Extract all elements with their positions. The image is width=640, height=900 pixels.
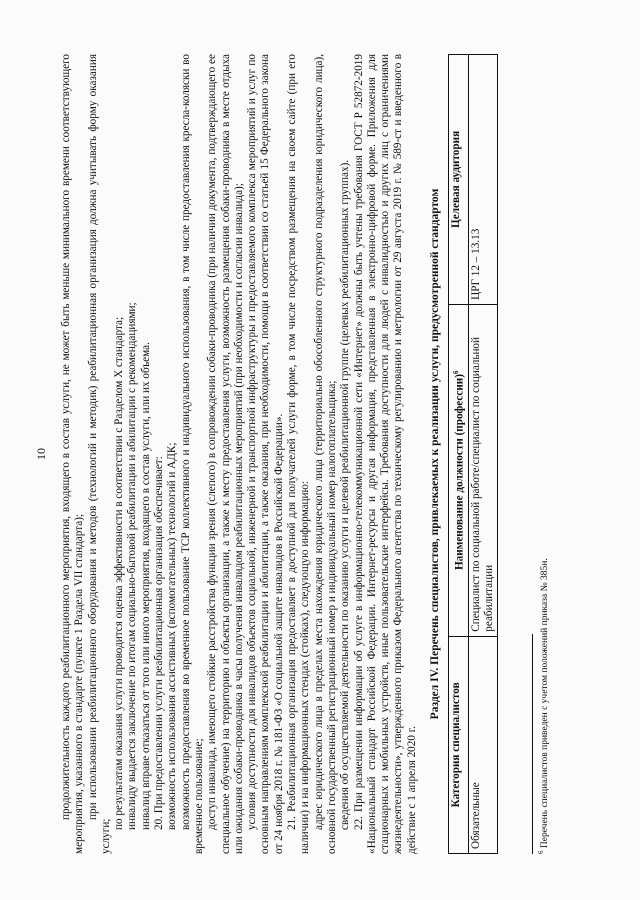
cell-audience: ЦРГ 12 – 13.13 — [469, 55, 498, 305]
paragraph: инвалиду выдается заключение по итогам социально-бытовой реабилитации и абилитации с рекомендациями; — [126, 302, 139, 830]
footnote-ref: 6 — [452, 370, 461, 375]
paragraph: возможность использования ассистивных (вспомогательных) технологий и АДК; — [166, 442, 179, 830]
column-header: Категория специалистов — [449, 636, 469, 853]
paragraph: инвалид вправе отказаться от того или иного мероприятия, входящего в состав услуги, или их объема. — [139, 342, 152, 830]
cell-position: Специалист по социальной работе/специалист по социальной реабилитации — [469, 304, 498, 636]
footnote-text: Перечень специалистов приведен с учетом положений приказа № 385н. — [540, 558, 551, 849]
paragraph: 21. Реабилитационная организация предоставляет в доступной для получателей услуги форме, в том числе посредством размещения на своем сайте (при его наличии) и на информационных стендах (стойках), следующую информацию: — [286, 54, 312, 854]
footnote-mark: 6 — [537, 850, 546, 854]
page-number: 10 — [34, 448, 48, 460]
paragraph: сведения об осуществляемой деятельности по оказанию услуги и целевой реабилитационной группе (целевых реабилитационных группах). — [339, 159, 352, 830]
table-row — [469, 55, 498, 854]
paragraph: адрес юридического лица в пределах места нахождения юридического лица (территориально обособленного структурного подразделения юридического лица), основной государственный регистрационный номер и индивидуальный номер налогоплательщика; — [312, 54, 338, 854]
column-header-label: Наименование должности (профессии) — [454, 374, 467, 571]
paragraph: продолжительность каждого реабилитационного мероприятия, входящего в состав услуги, не может быть меньше минимального времени соответствующего мероприятия, указанного в стандарте (пункте 1 Раздела VII стандарта); — [60, 54, 86, 854]
specialists-table — [448, 54, 498, 854]
paragraph: 20. При предоставлении услуги реабилитационная организация обеспечивает: — [153, 456, 166, 830]
paragraph: доступ инвалида, имеющего стойкие расстройства функции зрения (слепого) в сопровождении собаки-проводника (при наличии документа, подтверждающего ее специальное обучение) на территорию и объекты организации, а также к месту предоставления услуги, возможность размещения собаки-проводника в месте отдыха или ожидания собаки-проводника в часы получения инвалидом реабилитационных мероприятий (при необходимости и согласии инвалида); — [206, 54, 245, 854]
column-header: Целевая аудитория — [449, 55, 469, 305]
footnote — [535, 54, 551, 854]
paragraph: при использовании реабилитационного оборудования и методов (технологий и методик) реабилитационная организация должна учитывать форму оказания услуги; — [86, 54, 112, 854]
paragraph: условия доступности для инвалидов объектов социальной, инженерной и транспортной инфраструктуры и предоставляемого комплекса мероприятий и услуг по основным направлениям комплексной реабилитации и абилитации, а также оказания, при необходимости, помощи в соответствии со статьей 15 Федерального закона от 24 ноября 2018 г. № 181-ФЗ «О социальной защите инвалидов в Российской Федерации». — [246, 54, 285, 854]
document-body — [60, 54, 551, 854]
paragraph: 22. При размещении информации об услуге в информационно-телекоммуникационной сети «Интернет» должны быть учтены требования ГОСТ Р 52872-2019 «Национальный стандарт Российской Федерации. Интернет-ресурсы и другая информация, представленная в электронно-цифровой форме. Приложения для стационарных и мобильных устройств, иные пользовательские интерфейсы. Требования доступности для людей с инвалидностью и других лиц с ограничениями жизнедеятельности», утвержденного приказом Федерального агентства по техническому регулированию и метрологии от 29 августа 2019 г. № 589-ст и введенного в действие с 1 апреля 2020 г. — [352, 54, 418, 854]
section-title: Раздел IV. Перечень специалистов, привлекаемых к реализации услуги, предусмотренной стандартом — [429, 188, 442, 720]
column-header-position — [449, 304, 469, 636]
paragraph: по результатам оказания услуги проводится оценка эффективности в соответствии с Разделом X стандарта; — [113, 316, 126, 830]
footnote-divider — [532, 634, 533, 854]
paragraph: возможность предоставления во временное пользование ТСР коллективного и индивидуального использования, в том числе предоставления кресла-коляски во временное пользование; — [179, 54, 205, 854]
table-header-row — [449, 55, 469, 854]
cell-category: Обязательные — [469, 636, 498, 853]
